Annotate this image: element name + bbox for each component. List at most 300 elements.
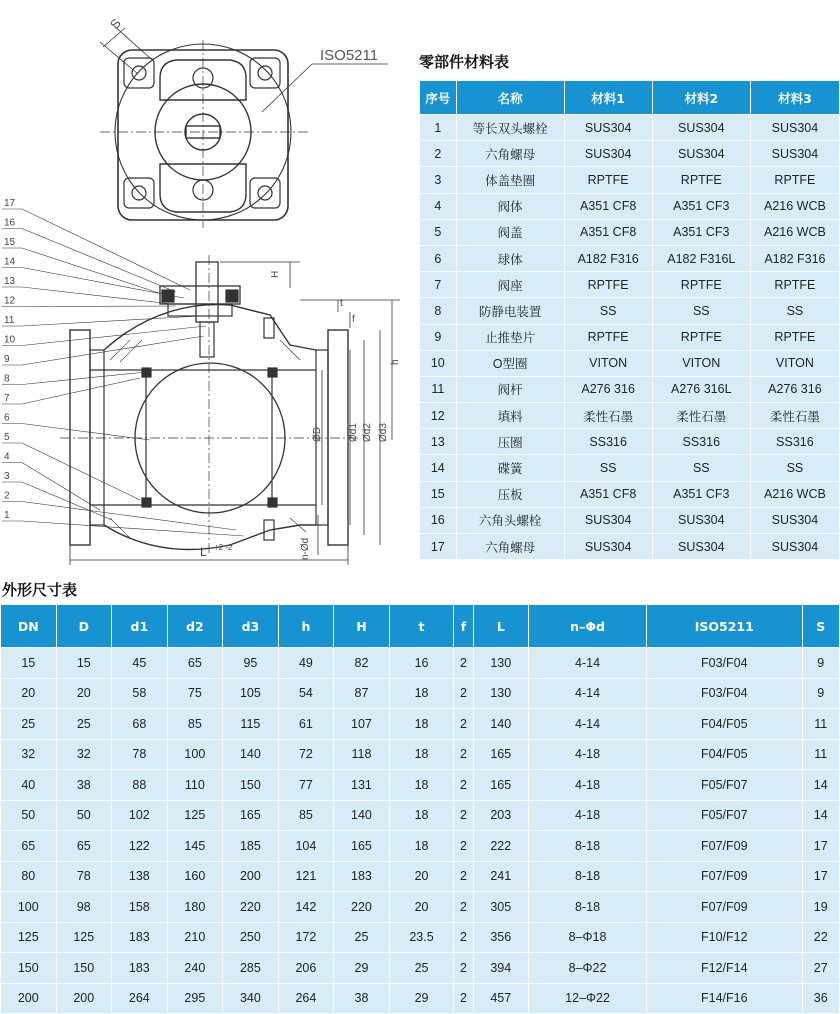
table-cell: 阀杆 [457, 377, 564, 402]
table-row [420, 194, 839, 219]
callout-leader [22, 482, 112, 520]
table-cell: 130 [474, 648, 529, 678]
table-cell: 87 [334, 679, 389, 709]
callout-number: 5 [4, 432, 10, 443]
callout-leader [22, 209, 190, 290]
table-cell: 4-18 [529, 770, 646, 800]
table-cell: 165 [334, 831, 389, 861]
table-cell: 17 [803, 862, 840, 892]
table-cell: 8-18 [529, 892, 646, 922]
dimensions-header-cell: d1 [112, 605, 167, 647]
table-cell: 250 [223, 923, 278, 953]
materials-header-cell: 材料3 [751, 81, 839, 114]
table-cell: 150 [57, 953, 112, 983]
table-cell: A351 CF3 [653, 482, 750, 507]
table-cell: 20 [1, 679, 56, 709]
table-cell: 264 [279, 984, 334, 1014]
table-cell: 压板 [457, 482, 564, 507]
table-cell: RPTFE [653, 325, 750, 350]
dim-H: H [270, 270, 281, 278]
table-cell: 150 [1, 953, 56, 983]
table-cell: SUS304 [565, 534, 652, 559]
callout-number: 7 [4, 393, 10, 404]
materials-header-cell: 材料2 [653, 81, 750, 114]
table-cell: 110 [168, 770, 223, 800]
table-cell: F07/F09 [647, 892, 801, 922]
dimensions-table [0, 604, 840, 1014]
table-cell: 14 [803, 770, 840, 800]
table-cell: 82 [334, 648, 389, 678]
table-cell: 碟簧 [457, 455, 564, 480]
dimensions-header-row [1, 605, 839, 647]
table-cell: 145 [168, 831, 223, 861]
table-cell: SUS304 [751, 115, 839, 140]
table-cell: 220 [223, 892, 278, 922]
table-row [1, 892, 839, 922]
table-cell: SS [653, 455, 750, 480]
table-cell: 10 [420, 351, 456, 376]
table-cell: 32 [57, 740, 112, 770]
table-cell: 11 [803, 709, 840, 739]
table-cell: 止推垫片 [457, 325, 564, 350]
table-cell: 65 [1, 831, 56, 861]
table-cell: 14 [420, 455, 456, 480]
table-cell: A276 316L [653, 377, 750, 402]
table-cell: 20 [57, 679, 112, 709]
table-cell: 50 [1, 801, 56, 831]
table-cell: 18 [390, 679, 454, 709]
table-cell: SS316 [653, 429, 750, 454]
callout-number: 1 [4, 510, 10, 521]
table-cell: 340 [223, 984, 278, 1014]
table-row [420, 429, 839, 454]
table-cell: 121 [279, 862, 334, 892]
callout-number: 2 [4, 490, 10, 502]
table-cell: 9 [803, 648, 840, 678]
table-cell: 160 [168, 862, 223, 892]
table-cell: 130 [474, 679, 529, 709]
dim-d2: Ød2 [362, 423, 373, 442]
table-cell: 88 [112, 770, 167, 800]
table-cell: 14 [803, 801, 840, 831]
table-cell: 等长双头螺栓 [457, 115, 564, 140]
table-cell: RPTFE [653, 272, 750, 297]
table-cell: 六角头螺栓 [457, 508, 564, 533]
dim-d1: Ød1 [348, 423, 359, 442]
table-cell: 140 [474, 709, 529, 739]
table-cell: SUS304 [751, 534, 839, 559]
table-cell: 75 [168, 679, 223, 709]
table-cell: SS [751, 455, 839, 480]
table-cell: 115 [223, 709, 278, 739]
table-row [420, 272, 839, 297]
table-row [420, 246, 839, 271]
table-cell: 15 [57, 648, 112, 678]
callout-number: 9 [4, 354, 10, 365]
dimensions-header-cell: f [454, 605, 472, 647]
callout-leader [22, 248, 168, 296]
table-cell: 2 [454, 801, 472, 831]
table-cell: 172 [279, 923, 334, 953]
table-cell: 125 [1, 923, 56, 953]
table-cell: 8–Φ22 [529, 953, 646, 983]
callout-number: 4 [4, 451, 10, 463]
table-cell: 40 [1, 770, 56, 800]
materials-header-cell: 序号 [420, 81, 456, 114]
dim-d3: Ød3 [378, 423, 389, 442]
table-cell: A351 CF8 [565, 194, 652, 219]
callout-number: 15 [4, 237, 16, 248]
table-cell: 4-14 [529, 709, 646, 739]
table-cell: 25 [1, 709, 56, 739]
dim-nd: n-Ød [300, 537, 311, 560]
table-cell: 65 [57, 831, 112, 861]
table-cell: SUS304 [653, 534, 750, 559]
table-cell: 222 [474, 831, 529, 861]
table-cell: 4-14 [529, 679, 646, 709]
table-cell: SUS304 [565, 115, 652, 140]
table-cell: 118 [334, 740, 389, 770]
table-cell: 140 [334, 801, 389, 831]
s-label: S [106, 15, 124, 32]
callout-number: 11 [4, 315, 15, 326]
table-row [1, 770, 839, 800]
table-cell: 23.5 [390, 923, 454, 953]
table-row [420, 298, 839, 323]
callout-leader [22, 268, 184, 299]
callout-leader [22, 372, 146, 385]
table-row [420, 508, 839, 533]
table-cell: 200 [57, 984, 112, 1014]
table-cell: 11 [803, 740, 840, 770]
table-cell: A351 CF3 [653, 194, 750, 219]
table-cell: 61 [279, 709, 334, 739]
table-cell: F05/F07 [647, 770, 801, 800]
table-cell: 2 [454, 892, 472, 922]
table-cell: 220 [334, 892, 389, 922]
dimension-lines [70, 262, 400, 565]
table-cell: F07/F09 [647, 862, 801, 892]
table-row [420, 377, 839, 402]
table-cell: SS316 [751, 429, 839, 454]
dimensions-header-cell: L [474, 605, 529, 647]
table-cell: A182 F316L [653, 246, 750, 271]
dimensions-header-cell: S [803, 605, 840, 647]
callout-number: 17 [4, 198, 16, 209]
materials-header-cell: 名称 [457, 81, 564, 114]
table-cell: 54 [279, 679, 334, 709]
table-cell: 防静电装置 [457, 298, 564, 323]
table-cell: A276 316 [565, 377, 652, 402]
table-cell: 241 [474, 862, 529, 892]
table-cell: 305 [474, 892, 529, 922]
table-cell: 165 [474, 740, 529, 770]
callout-number: 8 [4, 373, 10, 385]
table-cell: SS [565, 455, 652, 480]
table-cell: 122 [112, 831, 167, 861]
table-cell: 100 [1, 892, 56, 922]
table-cell: 183 [334, 862, 389, 892]
table-cell: SUS304 [653, 115, 750, 140]
table-cell: 2 [454, 648, 472, 678]
table-cell: 65 [168, 648, 223, 678]
table-row [420, 403, 839, 428]
dimensions-header-cell: t [390, 605, 454, 647]
table-cell: 107 [334, 709, 389, 739]
table-cell: 阀盖 [457, 220, 564, 245]
table-cell: RPTFE [751, 325, 839, 350]
table-row [420, 482, 839, 507]
table-row [420, 325, 839, 350]
table-cell: 2 [454, 740, 472, 770]
table-cell: 36 [803, 984, 840, 1014]
dim-L-tolerance: +2 -2 [214, 543, 233, 552]
table-cell: 165 [223, 801, 278, 831]
table-cell: SUS304 [565, 508, 652, 533]
table-row [420, 141, 839, 166]
table-cell: 柔性石墨 [751, 403, 839, 428]
materials-header-cell: 材料1 [565, 81, 652, 114]
table-cell: 4-18 [529, 740, 646, 770]
table-row [1, 801, 839, 831]
table-cell: 102 [112, 801, 167, 831]
table-cell: SUS304 [565, 141, 652, 166]
table-cell: 457 [474, 984, 529, 1014]
table-cell: F07/F09 [647, 831, 801, 861]
table-cell: 27 [803, 953, 840, 983]
table-cell: RPTFE [653, 167, 750, 192]
dimensions-header-cell: D [57, 605, 112, 647]
table-cell: F03/F04 [647, 648, 801, 678]
table-cell: 77 [279, 770, 334, 800]
table-cell: 18 [390, 740, 454, 770]
table-cell: 394 [474, 953, 529, 983]
dim-L: L [200, 545, 207, 559]
dim-t: t [340, 298, 343, 309]
dimensions-header-cell: H [334, 605, 389, 647]
table-cell: 38 [334, 984, 389, 1014]
table-cell: F04/F05 [647, 709, 801, 739]
table-cell: RPTFE [565, 167, 652, 192]
callout-leader [22, 326, 206, 346]
table-cell: F10/F12 [647, 923, 801, 953]
table-cell: 16 [420, 508, 456, 533]
table-cell: 78 [112, 740, 167, 770]
table-cell: SS [653, 298, 750, 323]
table-cell: 25 [334, 923, 389, 953]
dimensions-header-cell: d2 [168, 605, 223, 647]
callout-leader [22, 287, 172, 304]
table-cell: SUS304 [751, 508, 839, 533]
callout-leader [22, 378, 140, 404]
table-cell: 131 [334, 770, 389, 800]
table-cell: 104 [279, 831, 334, 861]
table-cell: 183 [112, 923, 167, 953]
table-cell: 18 [390, 770, 454, 800]
table-cell: 22 [803, 923, 840, 953]
table-cell: F03/F04 [647, 679, 801, 709]
table-cell: 4-14 [529, 648, 646, 678]
table-cell: VITON [653, 351, 750, 376]
table-cell: 填料 [457, 403, 564, 428]
table-cell: SS [565, 298, 652, 323]
table-cell: 45 [112, 648, 167, 678]
callout-number: 14 [4, 256, 16, 268]
callout-number: 16 [4, 217, 16, 229]
table-cell: 138 [112, 862, 167, 892]
table-cell: 203 [474, 801, 529, 831]
table-cell: 2 [454, 953, 472, 983]
table-cell: 95 [223, 648, 278, 678]
table-cell: RPTFE [565, 272, 652, 297]
table-cell: 72 [279, 740, 334, 770]
table-cell: 11 [420, 377, 456, 402]
dimensions-header-cell: d3 [223, 605, 278, 647]
table-row [420, 167, 839, 192]
table-cell: 六角螺母 [457, 141, 564, 166]
table-cell: 165 [474, 770, 529, 800]
table-cell: 9 [803, 679, 840, 709]
table-cell: 阀体 [457, 194, 564, 219]
table-cell: RPTFE [751, 167, 839, 192]
table-cell: 2 [454, 709, 472, 739]
table-cell: F12/F14 [647, 953, 801, 983]
table-cell: 140 [223, 740, 278, 770]
table-cell: SUS304 [751, 141, 839, 166]
table-cell: 206 [279, 953, 334, 983]
table-cell: SS316 [565, 429, 652, 454]
dimensions-body [1, 648, 839, 1013]
table-cell: 200 [223, 862, 278, 892]
valve-drawing [0, 0, 410, 570]
table-cell: 2 [454, 679, 472, 709]
table-cell: 18 [390, 709, 454, 739]
table-cell: 80 [1, 862, 56, 892]
table-cell: 13 [420, 429, 456, 454]
callout-number: 12 [4, 295, 16, 307]
table-cell: 38 [57, 770, 112, 800]
table-cell: 5 [420, 220, 456, 245]
table-row [1, 831, 839, 861]
table-row [1, 862, 839, 892]
table-cell: 19 [803, 892, 840, 922]
table-cell: A351 CF8 [565, 220, 652, 245]
table-cell: RPTFE [565, 325, 652, 350]
table-cell: 142 [279, 892, 334, 922]
table-cell: 158 [112, 892, 167, 922]
table-cell: 六角螺母 [457, 534, 564, 559]
table-cell: 柔性石墨 [653, 403, 750, 428]
table-cell: 105 [223, 679, 278, 709]
callout-leaders [2, 209, 244, 536]
dimensions-header-cell: DN [1, 605, 56, 647]
table-row [420, 534, 839, 559]
table-cell: 8-18 [529, 862, 646, 892]
table-cell: SUS304 [653, 508, 750, 533]
callout-leader [22, 502, 236, 531]
table-row [420, 220, 839, 245]
table-cell: 185 [223, 831, 278, 861]
table-cell: SS [751, 298, 839, 323]
table-cell: 9 [420, 325, 456, 350]
iso5211-label: ISO5211 [320, 47, 379, 64]
callout-number: 3 [4, 471, 10, 482]
table-cell: VITON [565, 351, 652, 376]
table-cell: 20 [390, 892, 454, 922]
dimensions-header-cell: h [279, 605, 334, 647]
table-cell: 180 [168, 892, 223, 922]
table-cell: 4 [420, 194, 456, 219]
table-row [1, 984, 839, 1014]
table-row [420, 115, 839, 140]
table-cell: A276 316 [751, 377, 839, 402]
table-cell: 295 [168, 984, 223, 1014]
table-cell: 2 [454, 984, 472, 1014]
table-cell: 125 [168, 801, 223, 831]
table-cell: 8–Φ18 [529, 923, 646, 953]
table-row [1, 953, 839, 983]
table-cell: 183 [112, 953, 167, 983]
table-cell: 29 [390, 984, 454, 1014]
table-cell: 2 [454, 923, 472, 953]
callout-leader [22, 424, 150, 441]
table-cell: 18 [390, 831, 454, 861]
table-cell: 2 [420, 141, 456, 166]
callout-leader [22, 306, 176, 307]
table-cell: 240 [168, 953, 223, 983]
table-cell: A351 CF3 [653, 220, 750, 245]
table-cell: 2 [454, 770, 472, 800]
callout-leader [22, 443, 140, 500]
dim-h: h [390, 359, 401, 365]
table-cell: F05/F07 [647, 801, 801, 831]
table-cell: 68 [112, 709, 167, 739]
table-cell: 8 [420, 298, 456, 323]
table-cell: 29 [334, 953, 389, 983]
table-cell: 210 [168, 923, 223, 953]
table-cell: 7 [420, 272, 456, 297]
valve-cross-section [0, 0, 410, 570]
materials-table [419, 80, 840, 560]
table-cell: A182 F316 [751, 246, 839, 271]
dim-D: ØD [312, 427, 323, 442]
table-cell: 12 [420, 403, 456, 428]
table-cell: 17 [803, 831, 840, 861]
table-cell: 18 [390, 801, 454, 831]
callout-leader [22, 521, 244, 536]
table-cell: 50 [57, 801, 112, 831]
materials-header-row [420, 81, 839, 114]
dim-f: f [352, 314, 355, 325]
callout-leader [22, 229, 176, 293]
table-cell: RPTFE [751, 272, 839, 297]
table-cell: 12–Φ22 [529, 984, 646, 1014]
table-cell: 阀座 [457, 272, 564, 297]
dimensions-title: 外形尺寸表 [2, 581, 78, 599]
table-cell: 2 [454, 862, 472, 892]
table-cell: 6 [420, 246, 456, 271]
callout-number: 10 [4, 334, 16, 346]
table-cell: 20 [390, 862, 454, 892]
table-cell: 150 [223, 770, 278, 800]
table-cell: 25 [390, 953, 454, 983]
table-cell: 98 [57, 892, 112, 922]
callout-number: 13 [4, 276, 16, 287]
table-cell: A351 CF8 [565, 482, 652, 507]
table-cell: 200 [1, 984, 56, 1014]
table-row [1, 709, 839, 739]
table-cell: A216 WCB [751, 220, 839, 245]
